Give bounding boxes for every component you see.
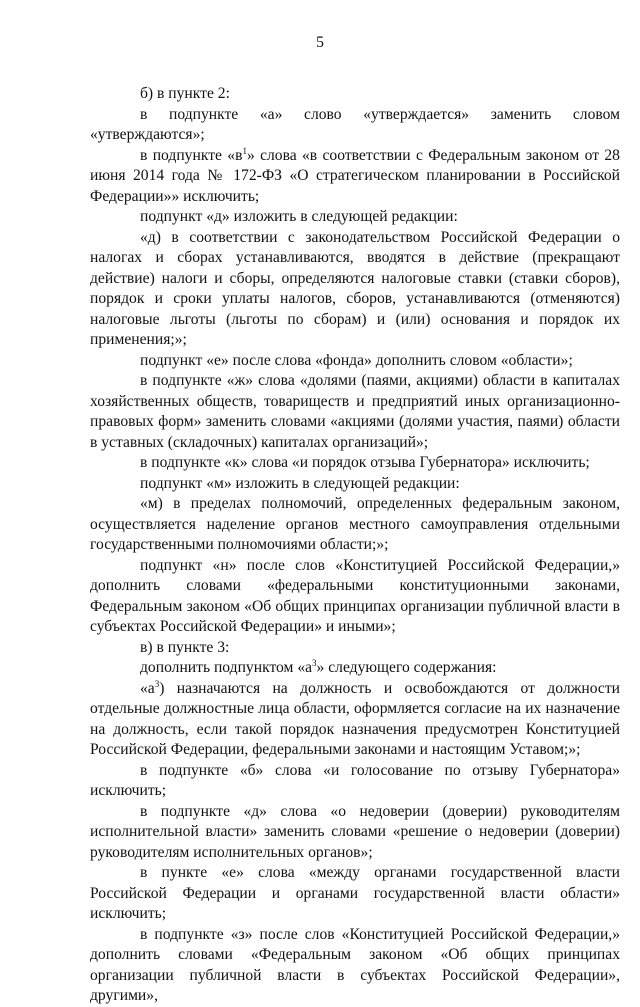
paragraph: б) в пункте 2: [140, 85, 230, 102]
document-body [90, 84, 620, 1007]
paragraph: подпункт «д» изложить в следующей редакции: [140, 208, 458, 225]
text-run: ) назначаются на должность и освобождаются от должности отдельные должностные лица области, оформляется согласие на их назначение на должность, если такой порядок назначения предусмотрен Конституцией Российской Федерации, федеральными законами и настоящим Уставом;»; [90, 679, 620, 758]
paragraph: в) в пункте 3: [140, 638, 230, 656]
page-number: 5 [316, 34, 324, 51]
superscript: 3 [154, 678, 160, 689]
paragraph: в подпункте «ж» слова «долями (паями, акциями) области в капиталах хозяйственных обществ, товариществ и предприятий иных организационно-правовых форм» заменить словами «акциями (долями участия, паями) области в уставных (складочных) капиталах организаций»; [90, 372, 620, 451]
paragraph: подпункт «н» после слов «Конституцией Российской Федерации,» дополнить словами «федеральными конституционными законами, Федеральным законом «Об общих принципах организации публичной власти в субъектах Российской Федерации» и иными»; [90, 556, 620, 635]
paragraph: в пункте «е» слова «между органами государственной власти Российской Федерации и органами государственной власти области» исключить; [90, 864, 620, 922]
paragraph: «д) в соответствии с законодательством Российской Федерации о налогах и сборах устанавливаются, вводятся в действие (прекращают действие) налоги и сборы, определяются налоговые ставки (ставки сборов), порядок и сроки уплаты налогов, сборов, устанавливаются (отменяются) налоговые льготы (льготы по сборам) и (или) основания и порядок их применения;»; [90, 228, 620, 348]
superscript: 1 [242, 145, 247, 156]
paragraph: подпункт «м» изложить в следующей редакции: [140, 474, 460, 492]
text-run: » следующего содержания: [316, 659, 497, 676]
text-run: в подпункте «в [140, 146, 243, 164]
paragraph [90, 679, 620, 761]
paragraph: в подпункте «д» слова «о недоверии (доверии) руководителям исполнительной власти» заменить словами «решение о недоверии (доверии) руководителям исполнительных органов»; [90, 802, 620, 861]
paragraph: «м) в пределах полномочий, определенных федеральным законом, осуществляется наделение органов местного самоуправления отдельными государственными полномочиями области;»; [90, 495, 620, 553]
superscript: 3 [312, 658, 317, 668]
paragraph [90, 146, 620, 208]
text-run: дополнить подпунктом «а [140, 659, 313, 676]
paragraph [90, 658, 620, 679]
paragraph: в подпункте «к» слова «и порядок отзыва Губернатора» исключить; [140, 454, 590, 471]
paragraph: подпункт «е» после слова «фонда» дополнить словом «области»; [140, 351, 573, 369]
text-run: «а [140, 679, 155, 697]
paragraph: в подпункте «а» слово «утверждается» заменить словом «утверждаются»; [90, 105, 620, 143]
text-run: » слова «в соответствии с Федеральным законом от 28 июня 2014 года № 172-ФЗ «О стратегическом планировании в Российской Федерации»» исключить; [90, 146, 620, 205]
paragraph: в подпункте «б» слова «и голосование по отзыву Губернатора» исключить; [90, 761, 620, 799]
paragraph: в подпункте «з» после слов «Конституцией Российской Федерации,» дополнить словами «Федеральным законом «Об общих принципах организации публичной власти в субъектах Российской Федерации», другими», [90, 925, 620, 1004]
